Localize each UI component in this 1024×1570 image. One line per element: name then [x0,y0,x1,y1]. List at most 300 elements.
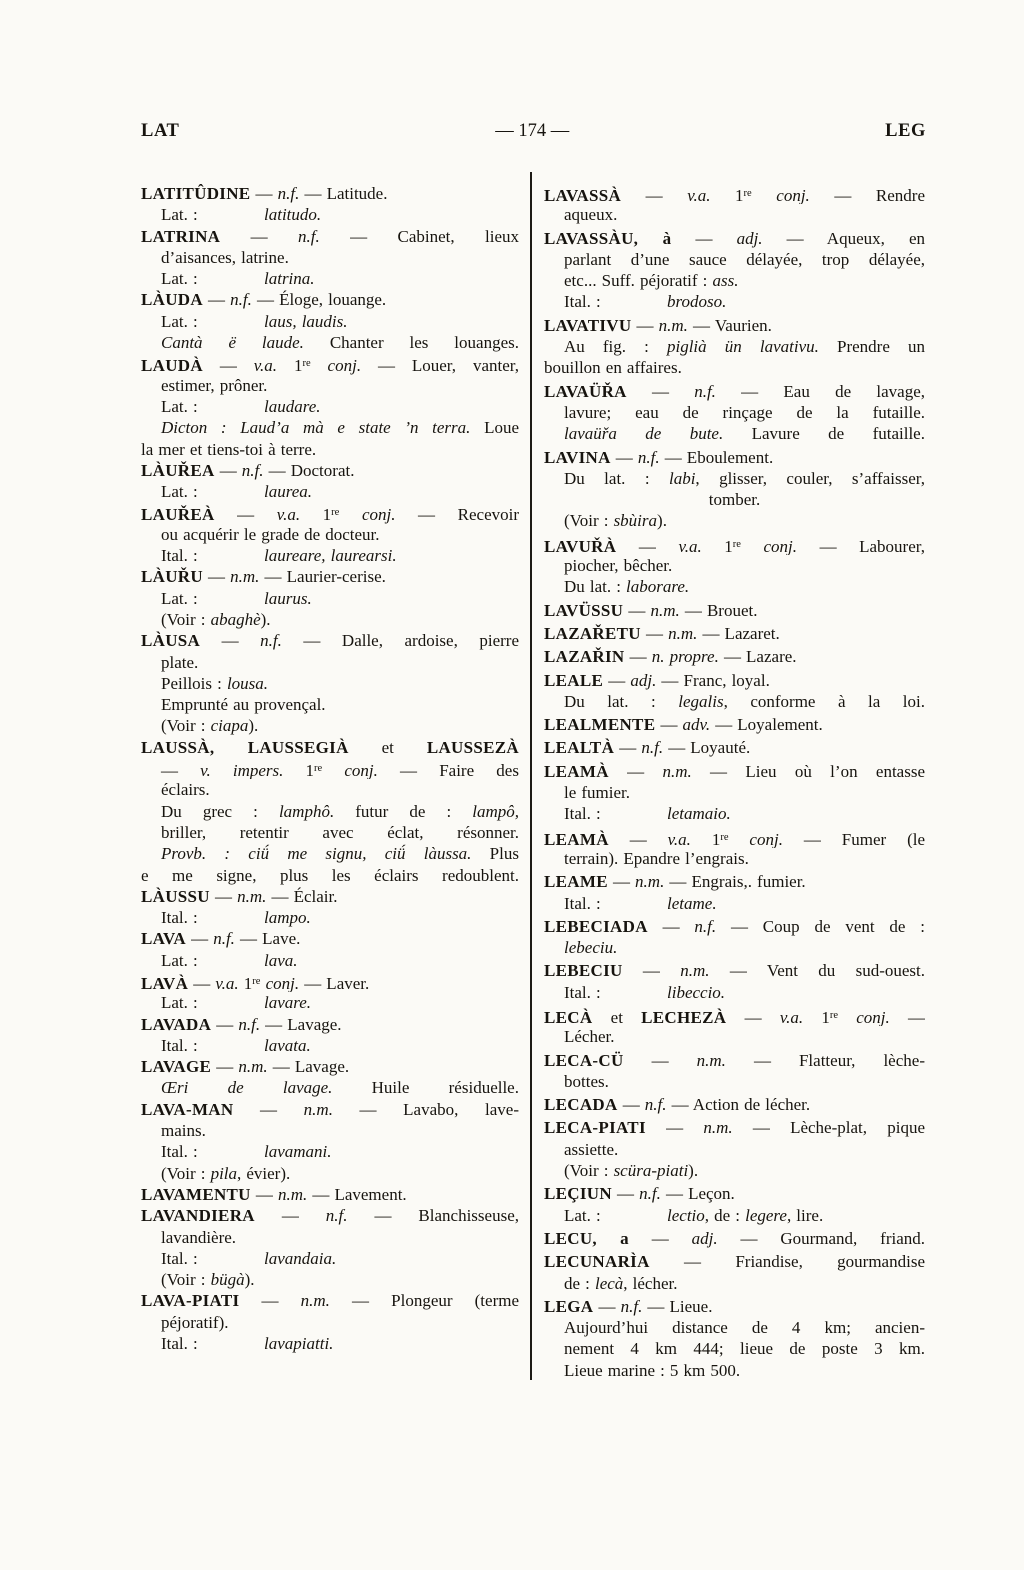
dictionary-entry [544,670,925,713]
text-segment: re [732,538,741,550]
text-segment: 1 [803,1007,830,1027]
text-segment: — [640,623,669,643]
continuation-line [141,609,519,630]
continuation-line [544,336,925,357]
text-segment: et [592,1007,642,1027]
label-line [141,588,519,609]
text-segment: v.a. [253,356,278,375]
text-segment: n.f. [298,226,320,246]
headword-line [141,289,519,310]
label-line [141,396,519,417]
text-segment: ). [248,716,259,736]
text-segment: — Doctorat. [263,460,355,480]
headword: LEAME [544,872,608,892]
centered-line [544,489,925,510]
text-segment: — Loyauté. [663,738,751,758]
text-segment: lavare. [264,993,312,1013]
text-segment: Lécher. [564,1027,615,1047]
headword: LAVASSÀU, à [544,228,672,248]
headword: LEBECIADA [544,916,648,936]
text-segment: ). [688,1161,699,1181]
text-segment: scüra-piati [613,1161,689,1181]
dictionary-entry [544,1183,925,1226]
text-segment: — [623,1050,697,1070]
text-segment: etc... Suff. péjoratif : [564,271,713,291]
text-segment: n.f. [694,381,716,401]
continuation-line [544,1071,925,1092]
label-line [141,1248,519,1269]
column-2 [544,183,925,1381]
continuation-line [544,204,925,225]
dictionary-entry [544,1296,925,1381]
text-segment: plate. [161,652,199,672]
text-segment: bottes. [564,1071,609,1091]
text-segment: Emprunté au provençal. [161,695,326,715]
text-segment: lavamani. [264,1142,332,1162]
dictionary-entry [544,1005,925,1048]
text-segment: , évier). [237,1163,291,1183]
headword: LAVASSÀ [544,186,622,205]
text-segment: — [214,505,277,524]
text-segment: v.a. [276,505,301,524]
headword-line [544,871,925,892]
text-segment: labi [668,468,696,488]
text-segment: conj. [361,505,396,524]
text-segment: — Coup de vent de : [716,916,925,936]
text-segment: lebeciu. [564,938,618,958]
headword-line [544,1183,925,1204]
text-segment: v.a. [215,973,239,993]
text-segment: n.f. [277,184,300,203]
continuation-line [141,1227,519,1248]
text-segment: — Lavabo, lave- [332,1099,519,1119]
headword-line [544,534,925,555]
text-segment: n.m. [635,872,665,892]
continuation-line [141,1269,519,1290]
headword-line [544,1005,925,1026]
headword: LAUŘEÀ [141,505,215,524]
headword: LAVÜSSU [544,600,624,620]
headword: LÀUDA [141,290,203,310]
text-segment: — Franc, loyal. [656,670,770,690]
text-segment: lampo. [264,908,311,928]
text-segment: lavandaia. [264,1248,337,1268]
headword: LAVADA [141,1014,212,1034]
etymology-label: Lat. : [161,993,198,1013]
label-line [141,545,519,566]
headword: LAVA-PIATI [141,1291,240,1311]
page-number: — 174 — [495,121,570,141]
text-segment: legalis [678,691,724,711]
text-segment: — Laver. [299,973,370,993]
text-segment [339,505,362,523]
continuation-line [544,357,925,378]
text-segment: — Fumer (le [782,829,925,848]
text-segment: Provb. : ciǘ me signu, ciǘ làussa. [161,844,472,864]
text-segment: n.m. [662,761,692,781]
text-segment: 1 [710,186,744,205]
headword-line [141,1205,519,1226]
text-segment: — [611,1184,640,1204]
dictionary-entry [544,534,925,598]
label-line [544,1205,925,1226]
text-segment: — [655,715,683,735]
text-segment: — [626,381,695,401]
text-segment: — [214,460,242,480]
text-segment: 1 [300,505,332,524]
text-segment: re [252,975,261,987]
text-segment: sbùira [613,511,658,531]
text-segment: conj. [344,761,378,780]
headword-line [544,381,925,402]
text-segment: — Eboulement. [659,447,774,467]
headword: LEGA [544,1296,594,1316]
text-segment: — [202,567,231,587]
headword: LAVÀ [141,973,189,993]
headword: LAVINA [544,447,611,467]
continuation-line [141,417,519,438]
text-segment: brodoso. [667,292,727,312]
headword: LATITÛDINE [141,184,251,203]
continuation-line [141,1077,519,1098]
text-segment: — Louer, vanter, [361,356,519,375]
text-segment: laborare. [626,577,690,597]
text-segment: — Engrais,. fumier. [664,872,806,892]
text-segment: — Lieue. [642,1296,713,1316]
text-segment: n.f. [644,1095,667,1115]
headword: LEBECIU [544,961,623,981]
text-segment: — [188,973,216,993]
headword: LEALE [544,670,604,690]
text-segment: — [202,356,254,375]
text-segment: — Lieu où l’on entasse [691,761,925,781]
headword: LECA-PIATI [544,1118,646,1138]
text-segment: — Lavage. [267,1057,350,1077]
text-segment: abaghè [210,609,261,629]
text-segment: — Cabinet, lieux [319,226,519,246]
text-segment: 1 [701,536,733,556]
headword: LEÇIUN [544,1184,612,1204]
headword-line [544,1296,925,1317]
text-segment: — [202,290,231,310]
text-segment: — [628,1228,692,1248]
dictionary-entry [544,916,925,959]
page-header [141,118,926,144]
headword-line [544,315,925,336]
headword-line [544,761,925,782]
text-segment: — [250,1184,278,1204]
running-head-left: LAT [141,121,180,141]
headword-line [141,502,519,523]
continuation-line [141,1312,519,1333]
etymology-label: Ital. : [161,908,198,928]
text-segment: re [743,188,752,199]
text-segment: n.f. [325,1206,348,1226]
text-segment: — Brouet. [679,600,758,620]
etymology-label: Lat. : [161,396,198,416]
text-segment: e me signe, plus les éclairs redoublent. [141,865,519,885]
text-segment: — [200,631,261,651]
headword-line [544,1228,925,1249]
continuation-line [141,1163,519,1184]
continuation-line [544,1338,925,1359]
text-segment: — Faire des [377,761,519,780]
text-segment: Œri de lavage. [161,1078,333,1098]
headword: LECÀ [544,1007,593,1027]
headword-line [141,460,519,481]
text-segment: — [233,1099,304,1119]
headword-line [544,646,925,667]
dictionary-entry [544,1094,925,1115]
text-segment: letamaio. [667,804,731,824]
text-segment: — Friandise, gourmandise [649,1252,925,1272]
text-segment: laurus. [264,588,312,608]
text-segment: — Recevoir [395,505,519,524]
dictionary-entry [141,1056,519,1099]
text-segment: Du grec : [161,801,279,821]
text-segment: re [314,763,323,775]
text-segment: — [161,761,201,780]
text-segment: — Lèche-plat, pique [732,1118,925,1138]
text-segment: — Action de lécher. [666,1095,811,1115]
text-segment: — [607,872,636,892]
text-segment: Peillois : [161,673,227,693]
text-segment: et [348,737,427,757]
text-segment: (Voir : [564,1161,614,1181]
continuation-line [544,423,925,444]
label-line [141,204,519,225]
text-segment: n.m. [668,623,698,643]
text-segment: re [720,831,729,843]
text-segment: — Éloge, louange. [251,290,387,310]
text-segment: (Voir : [161,1270,211,1290]
text-segment: — [624,647,652,667]
text-segment: — [631,315,659,335]
headword-line [141,971,519,992]
text-segment: éclairs. [161,780,210,800]
text-segment: (Voir : [161,609,211,629]
continuation-line [544,402,925,423]
dictionary-entry [141,630,519,736]
text-segment: n.f. [694,916,717,936]
dictionary-entry [544,315,925,379]
continuation-line [544,510,925,531]
text-segment: n.m. [237,886,267,906]
text-segment: — Laurier-cerise. [259,567,386,587]
headword-line [544,228,925,249]
continuation-line [141,843,519,864]
headword: LAVATIVU [544,315,632,335]
text-segment: ). [244,1270,255,1290]
text-segment: , de : [704,1205,746,1225]
headword: LECA-CÜ [544,1050,624,1070]
headword-line [141,737,519,758]
etymology-label: Ital. : [564,982,601,1002]
text-segment: parlant d’une sauce délayée, trop délayée, [564,249,925,269]
continuation-line [141,673,519,694]
text-segment: Loue [470,418,519,438]
text-segment: n.m. [277,1184,308,1204]
text-segment: , lécher. [623,1273,678,1293]
text-segment: re [331,507,340,519]
text-segment: Lieue marine : 5 km 500. [564,1360,741,1380]
text-segment: aqueux. [564,205,618,225]
text-segment: adj. [736,228,763,248]
continuation-line [544,1160,925,1181]
headword-line [544,714,925,735]
text-segment: re [302,358,311,370]
headword-line [141,928,519,949]
dictionary-entry [544,960,925,1003]
text-segment: conj. [749,829,783,848]
headword: LAUSSEZÀ [426,737,519,757]
text-segment: ou acquérir le grade de docteur. [161,524,380,544]
continuation-line [141,652,519,673]
text-segment: laureare, laurearsi. [264,546,397,566]
text-segment [311,356,328,374]
text-segment: n.m. [680,961,710,981]
text-segment: lavapiatti. [264,1334,334,1354]
text-segment: Cantà ë laude. [161,333,304,353]
text-segment: — [608,829,668,848]
text-segment: n.m. [696,1050,726,1070]
text-segment: legere [745,1205,787,1225]
text-segment: conj. [776,186,810,205]
text-segment: — Vaurien. [687,315,772,335]
text-segment: — Éclair. [266,886,338,906]
headword-line [141,630,519,651]
continuation-line [544,848,925,869]
headword: LATRINA [141,226,221,246]
text-segment: n.m. [238,1057,268,1077]
continuation-line [141,715,519,736]
text-segment: piocher, bêcher. [564,556,673,576]
text-segment: — [622,961,681,981]
text-segment: — Labourer, [797,536,925,556]
headword: LÀUŘEA [141,460,215,480]
dictionary-entry [141,1184,519,1205]
dictionary-entry [544,228,925,313]
text-segment: latitudo. [264,205,322,225]
headword: LÀUŘU [141,567,203,587]
text-segment: re [829,1009,839,1021]
headword-line [141,1014,519,1035]
running-head-right: LEG [885,121,926,141]
dictionary-entry [544,183,925,226]
text-segment: 1 [283,761,315,780]
text-segment: n.f. [213,929,235,949]
text-segment: pila [210,1163,238,1183]
text-segment: n.f. [620,1296,643,1316]
continuation-line [141,801,519,822]
text-segment: — [726,1007,780,1027]
headword-line [544,1117,925,1138]
text-segment: latrina. [264,269,315,289]
dictionary-entry [544,381,925,445]
text-segment: — [211,1057,239,1077]
continuation-line [141,524,519,545]
continuation-line [141,694,519,715]
text-segment: — [186,929,214,949]
text-segment: conj. [856,1007,890,1027]
headword: LAVAMENTU [141,1184,251,1204]
label-line [141,1141,519,1162]
text-segment: — [889,1007,925,1027]
text-segment: lampô, [472,801,519,821]
dictionary-entry [544,623,925,644]
continuation-line [544,1317,925,1338]
label-line [141,950,519,971]
label-line [544,803,925,824]
text-segment: assiette. [564,1139,619,1159]
dictionary-entry [141,971,519,1014]
text-segment: adj. [630,670,657,690]
headword-line [544,623,925,644]
text-segment: ciapa [210,716,249,736]
headword: LAVAÜŘA [544,381,627,401]
text-segment: péjoratif). [161,1312,229,1332]
text-segment: Prendre un [818,337,925,357]
continuation-line [544,691,925,712]
continuation-line [544,1026,925,1047]
continuation-line [141,247,519,268]
text-segment: — [671,228,737,248]
etymology-label: Ital. : [564,292,601,312]
text-segment [752,186,777,204]
dictionary-entry [141,1290,519,1354]
headword-line [141,886,519,907]
headword-line [544,670,925,691]
text-segment [741,537,764,555]
text-segment: bouillon en affaires. [544,358,682,378]
headword-line [544,737,925,758]
text-segment: — Lavement. [307,1184,407,1204]
headword-line [544,1094,925,1115]
label-line [544,291,925,312]
headword-line [141,566,519,587]
text-segment: 1 [690,829,721,848]
text-segment: — Lazare. [718,647,797,667]
text-segment: — [617,1095,645,1115]
text-segment: , glisser, couler, s’affaisser, [695,468,925,488]
text-segment: — [211,1014,239,1034]
text-segment: bügà [210,1270,245,1290]
text-segment: v.a. [678,536,702,556]
dictionary-entry [141,886,519,929]
text-segment: Huile résiduelle. [332,1078,519,1098]
continuation-line [141,822,519,843]
text-segment: mains. [161,1121,206,1141]
continuation-line [544,1139,925,1160]
dictionary-entry [141,502,519,566]
text-segment: — [220,226,299,246]
headword-line [141,353,519,374]
text-segment: — [623,600,651,620]
text-segment: — [209,886,238,906]
text-segment: lectio [667,1205,705,1225]
text-segment: — [250,184,278,203]
text-segment: — Blanchisseuse, [347,1206,519,1226]
text-segment: Du lat. : [564,691,679,711]
dictionary-entry [544,827,925,870]
text-segment: , lire. [786,1205,824,1225]
text-segment: — Lazaret. [697,623,780,643]
dictionary-entry [141,1205,519,1290]
text-segment: ass. [712,271,739,291]
text-segment: — [610,447,638,467]
headword: LECADA [544,1095,618,1115]
text-segment [838,1008,856,1026]
